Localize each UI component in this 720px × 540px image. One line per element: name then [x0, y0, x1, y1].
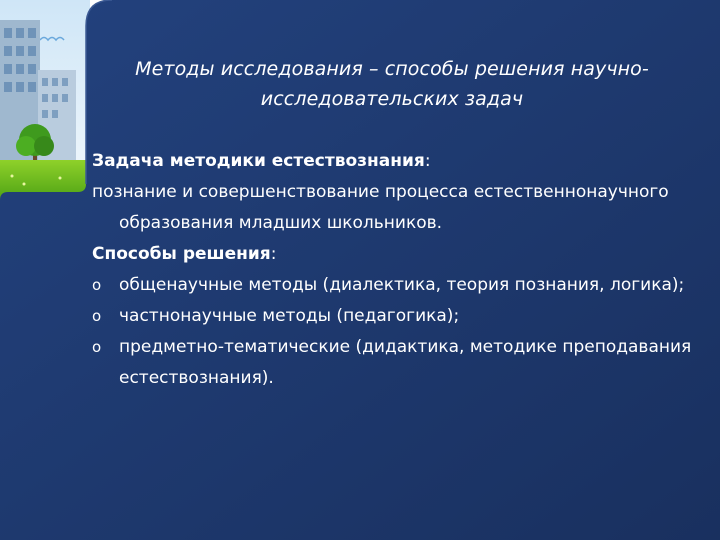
bullet-text: предметно-тематические (дидактика, методике преподавания естествознания).: [119, 337, 692, 388]
methods-colon: :: [270, 244, 277, 264]
slide-body: [92, 146, 692, 394]
task-text: познание и совершенствование процесса естественнонаучного образования младших школьников.: [92, 182, 669, 233]
bullet-marker: o: [92, 307, 102, 325]
task-colon: :: [424, 151, 431, 171]
bullet-text: частнонаучные методы (педагогика);: [119, 306, 460, 326]
task-heading: [92, 146, 692, 177]
slide-title-line-2: исследовательских задач: [260, 88, 524, 110]
list-item: [92, 332, 692, 394]
slide-title-line-1: Методы исследования – способы решения научно-: [135, 58, 649, 80]
list-item: [92, 270, 692, 301]
bullet-marker: o: [92, 338, 102, 356]
task-label: Задача методики естествознания: [92, 151, 425, 171]
slide-title: [92, 54, 692, 114]
list-item: [92, 301, 692, 332]
methods-heading: [92, 239, 692, 270]
methods-label: Способы решения: [92, 244, 271, 264]
bullet-marker: o: [92, 276, 102, 294]
bullet-text: общенаучные методы (диалектика, теория познания, логика);: [119, 275, 685, 295]
